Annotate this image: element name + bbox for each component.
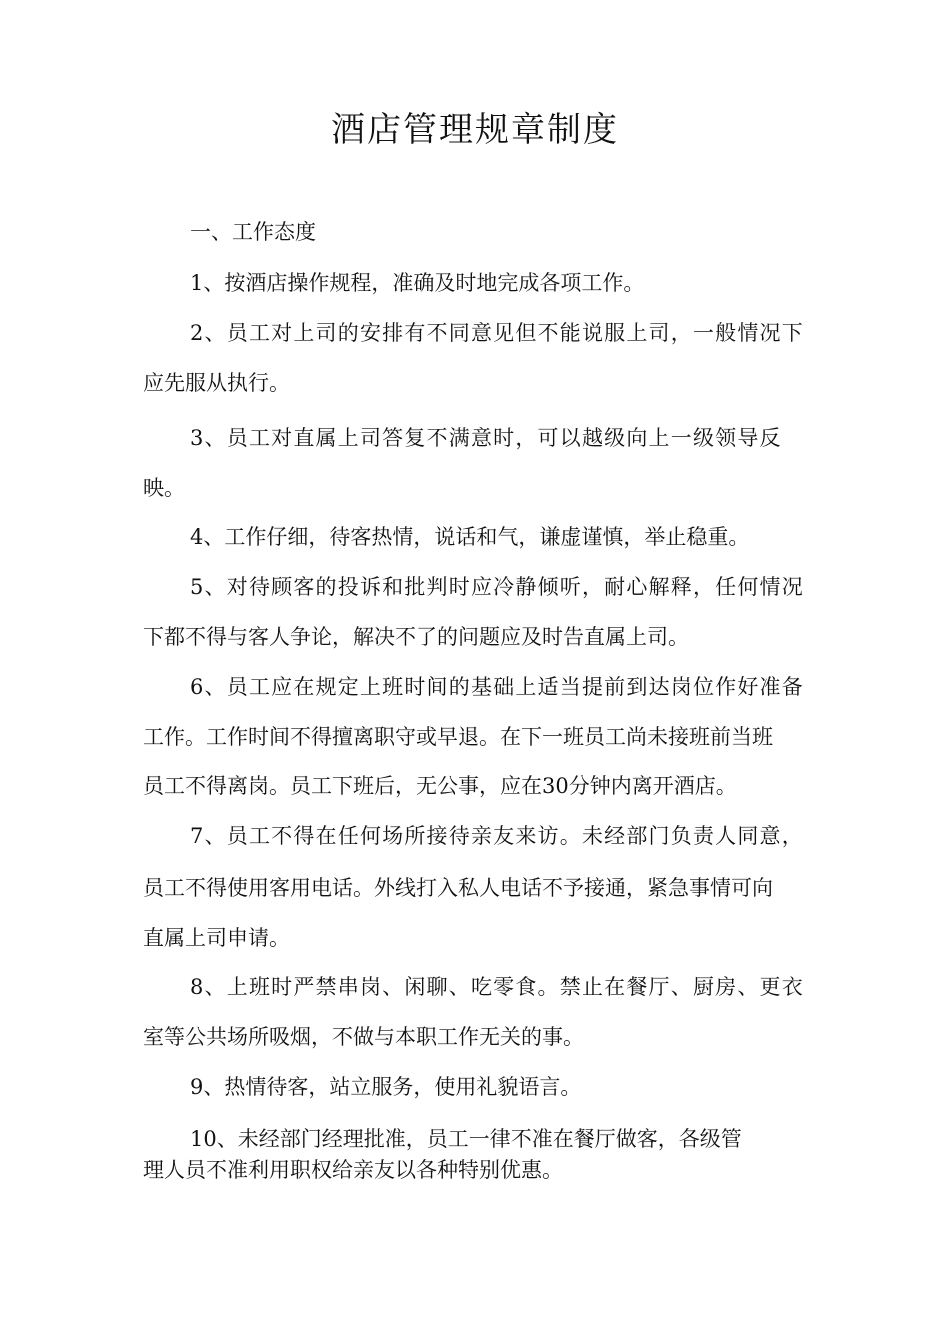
rule-7-line-2: 员工不得使用客用电话。外线打入私人电话不予接通，紧急事情可向 (143, 876, 773, 900)
rule-10-line-2: 理人员不准利用职权给亲友以各种特别优惠。 (143, 1158, 563, 1182)
rule-10-line-1: 10、未经部门经理批准，员工一律不准在餐厅做客，各级管 (190, 1127, 742, 1151)
rule-9-line-1: 9、热情待客，站立服务，使用礼貌语言。 (190, 1075, 582, 1099)
rule-2-line-2: 应先服从执行。 (143, 371, 290, 395)
rule-8-line-2: 室等公共场所吸烟，不做与本职工作无关的事。 (143, 1025, 584, 1049)
rule-1-line-1: 1、按酒店操作规程，准确及时地完成各项工作。 (190, 271, 645, 295)
rule-6-line-1: 6、员工应在规定上班时间的基础上适当提前到达岗位作好准备 (190, 675, 804, 699)
rule-6-line-2: 工作。工作时间不得擅离职守或早退。在下一班员工尚未接班前当班 (143, 725, 773, 749)
rule-3-line-2: 映。 (143, 476, 185, 500)
rule-5-line-1: 5、对待顾客的投诉和批判时应冷静倾听，耐心解释，任何情况 (190, 575, 804, 599)
section-heading: 一、工作态度 (190, 220, 316, 244)
rule-5-line-2: 下都不得与客人争论，解决不了的问题应及时告直属上司。 (143, 625, 689, 649)
rule-7-line-3: 直属上司申请。 (143, 926, 290, 950)
rule-7-line-1: 7、员工不得在任何场所接待亲友来访。未经部门负责人同意， (190, 824, 804, 848)
rule-8-line-1: 8、上班时严禁串岗、闲聊、吃零食。禁止在餐厅、厨房、更衣 (190, 975, 804, 999)
rule-3-line-1: 3、员工对直属上司答复不满意时，可以越级向上一级领导反 (190, 426, 782, 450)
rule-4-line-1: 4、工作仔细，待客热情，说话和气，谦虚谨慎，举止稳重。 (190, 525, 750, 549)
rule-6-line-3: 员工不得离岗。员工下班后，无公事，应在30分钟内离开酒店。 (143, 774, 737, 798)
rule-2-line-1: 2、员工对上司的安排有不同意见但不能说服上司，一般情况下 (190, 321, 804, 345)
document-title: 酒店管理规章制度 (331, 110, 619, 150)
